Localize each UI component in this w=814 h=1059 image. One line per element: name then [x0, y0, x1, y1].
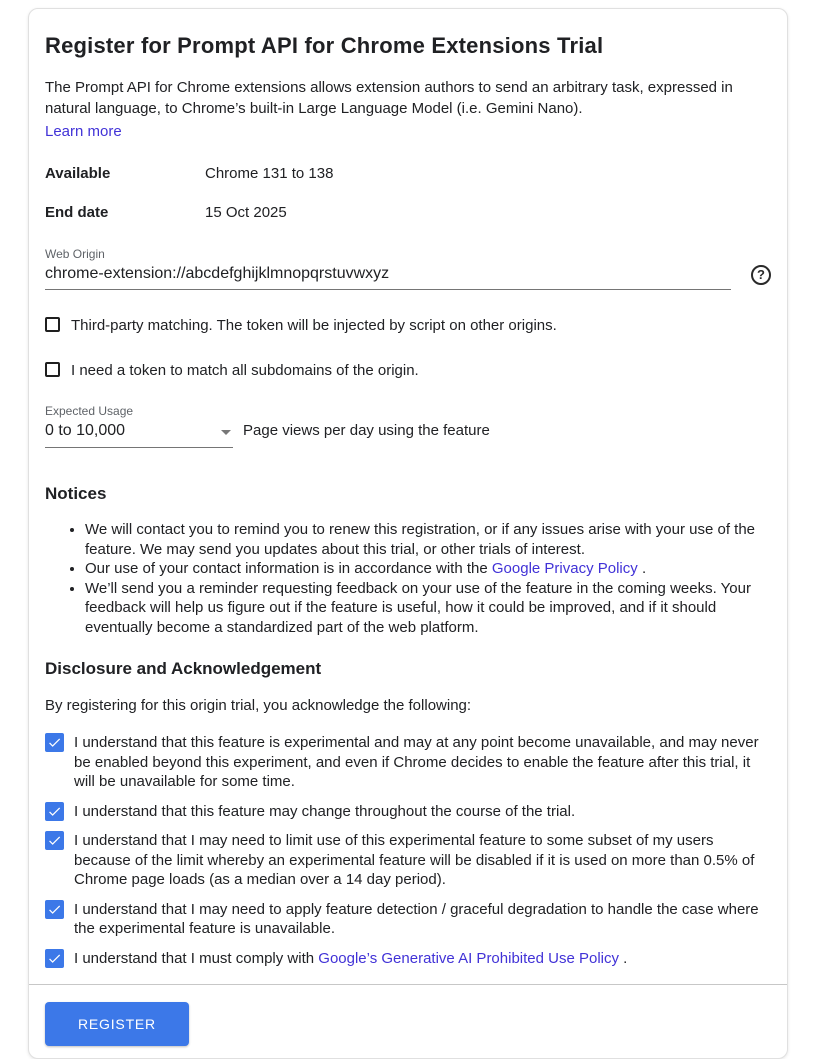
- registration-card: [28, 8, 788, 1059]
- notice-item: • Our use of your contact information is in accordance with the Google Privacy Policy .: [85, 559, 771, 579]
- end-date-label: End date: [45, 204, 109, 221]
- notices-list: [45, 520, 771, 637]
- trial-description: The Prompt API for Chrome extensions allows extension authors to send an arbitrary task, expressed in natural language, to Chrome’s built-in Large Language Model (i.e. Gemini Nano).: [45, 79, 733, 117]
- acknowledgement-checkbox[interactable]: [45, 949, 64, 968]
- generative-ai-prohibited-use-policy-link[interactable]: Google’s Generative AI Prohibited Use Policy: [318, 949, 619, 967]
- expected-usage-wrap: [45, 404, 233, 448]
- available-value: Chrome 131 to 138: [205, 165, 334, 182]
- acknowledgement-item[interactable]: [45, 831, 771, 890]
- third-party-matching-label: Third-party matching. The token will be injected by script on other origins.: [71, 317, 557, 334]
- acknowledgement-text: I understand that this feature is experimental and may at any point become unavailable, and may never be enabled beyond this experiment, and even if Chrome decides to enable the feature after this trial, it will be unavailable for some time.: [74, 734, 759, 790]
- third-party-matching-checkbox-row[interactable]: [45, 317, 771, 335]
- web-origin-input-row: [45, 265, 771, 290]
- match-subdomains-checkbox-row[interactable]: [45, 362, 771, 380]
- card-footer: [29, 985, 787, 1058]
- end-date-value: 15 Oct 2025: [205, 204, 287, 221]
- caret-down-icon: [221, 430, 231, 435]
- end-date-row: [45, 204, 771, 221]
- expected-usage-value: 0 to 10,000: [45, 422, 126, 439]
- acknowledgement-checkbox[interactable]: [45, 900, 64, 919]
- disclosure-heading: Disclosure and Acknowledgement: [45, 659, 322, 678]
- web-origin-input[interactable]: [45, 265, 731, 290]
- notice-item: • We’ll send you a reminder requesting feedback on your use of the feature in the coming weeks. Your feedback will help us figure out if the feature is useful, how it could be improved, and if it should eventually become a standardized part of the web platform.: [85, 579, 771, 638]
- learn-more-link[interactable]: Learn more: [45, 123, 122, 140]
- expected-usage-hint: Page views per day using the feature: [243, 422, 490, 439]
- acknowledgement-text: I understand that this feature may change throughout the course of the trial.: [74, 802, 576, 820]
- acknowledgement-item[interactable]: [45, 733, 771, 792]
- expected-usage-row: [45, 404, 771, 448]
- notices-heading: Notices: [45, 484, 107, 503]
- acknowledgement-text: I understand that I must comply with Google’s Generative AI Prohibited Use Policy .: [74, 949, 628, 967]
- available-row: [45, 165, 771, 182]
- acknowledgement-item[interactable]: [45, 900, 771, 939]
- third-party-matching-checkbox[interactable]: [45, 317, 60, 332]
- google-privacy-policy-link[interactable]: Google Privacy Policy: [491, 560, 638, 577]
- acknowledgement-text: I understand that I may need to apply feature detection / graceful degradation to handle the case where the experimental feature is unavailable.: [74, 900, 759, 937]
- page-title: Register for Prompt API for Chrome Extensions Trial: [45, 33, 604, 58]
- notice-item: • We will contact you to remind you to renew this registration, or if any issues arise with your use of the feature. We may send you updates about this trial, or other trials of interest.: [85, 520, 771, 559]
- match-subdomains-checkbox[interactable]: [45, 362, 60, 377]
- acknowledgement-item[interactable]: [45, 949, 771, 969]
- expected-usage-select[interactable]: [45, 422, 233, 448]
- web-origin-field: [45, 247, 771, 290]
- expected-usage-label: Expected Usage: [45, 404, 134, 418]
- acknowledgement-checkbox[interactable]: [45, 831, 64, 850]
- acknowledgement-list: [45, 733, 771, 968]
- available-label: Available: [45, 165, 111, 182]
- acknowledgement-item[interactable]: [45, 802, 771, 822]
- web-origin-label: Web Origin: [45, 247, 105, 261]
- acknowledgement-checkbox[interactable]: [45, 733, 64, 752]
- card-body: [29, 9, 787, 984]
- acknowledgement-checkbox[interactable]: [45, 802, 64, 821]
- register-button[interactable]: REGISTER: [45, 1002, 189, 1046]
- match-subdomains-label: I need a token to match all subdomains of the origin.: [71, 362, 419, 379]
- disclosure-intro: By registering for this origin trial, you acknowledge the following:: [45, 697, 472, 714]
- acknowledgement-text: I understand that I may need to limit use of this experimental feature to some subset of my users because of the limit whereby an experimental feature will be disabled if it is used on more than 0.5% of Chrome page loads (as a median over a 14 day period).: [74, 832, 755, 888]
- help-icon[interactable]: ?: [751, 265, 771, 285]
